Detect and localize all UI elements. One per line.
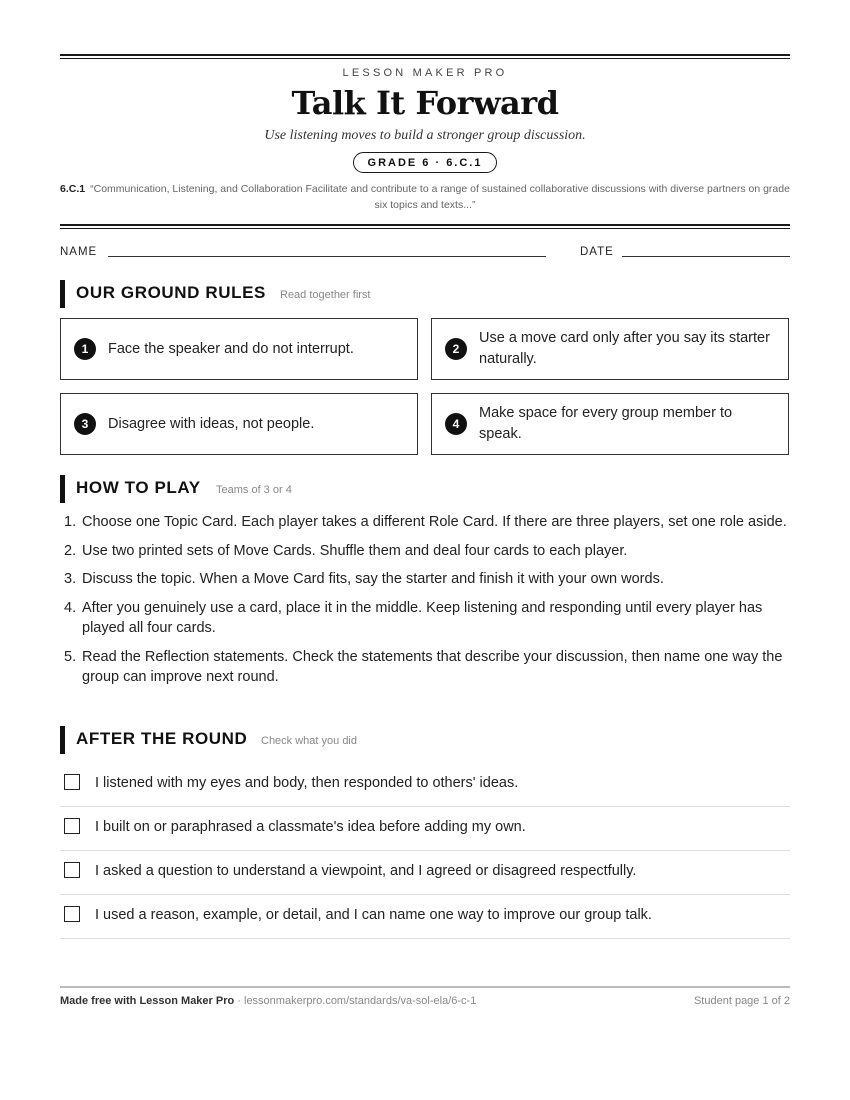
checkbox[interactable] [64, 818, 80, 834]
page-title: Talk It Forward [291, 84, 559, 122]
name-label: NAME [60, 246, 98, 258]
header-top-rule [60, 54, 790, 59]
name-field[interactable] [108, 256, 546, 257]
footer-rule [60, 986, 790, 988]
rule-text: Make space for every group member to speak. [479, 405, 733, 442]
footer-credit [60, 995, 476, 1007]
ground-rule-card [60, 318, 418, 380]
checkbox[interactable] [64, 862, 80, 878]
how-to-play-title: HOW TO PLAY [76, 478, 201, 497]
list-item: 4. After you genuinely use a card, place it in the middle. Keep listening and responding until every player has played all four cards. [64, 599, 763, 636]
footer-url[interactable]: lessonmakerpro.com/standards/va-sol-ela/6-c-1 [244, 995, 477, 1007]
checklist-text: I built on or paraphrased a classmate's idea before adding my own. [95, 819, 526, 835]
checklist-text: I asked a question to understand a viewpoint, and I agreed or disagreed respectfully. [95, 863, 637, 879]
checkbox[interactable] [64, 774, 80, 790]
reflection-checklist [60, 763, 790, 939]
how-to-play-subtitle: Teams of 3 or 4 [216, 484, 292, 496]
list-item: 1. Choose one Topic Card. Each player takes a different Role Card. If there are three players, set one role aside. [64, 514, 787, 530]
brand-name: LESSON MAKER PRO [342, 67, 508, 79]
section-accent-bar [60, 280, 65, 308]
ground-rules-title: OUR GROUND RULES [76, 283, 266, 302]
list-item: 3. Discuss the topic. When a Move Card fits, say the starter and finish it with your own words. [64, 571, 664, 587]
how-to-play-steps [60, 512, 790, 696]
section-accent-bar [60, 726, 65, 754]
page-subtitle: Use listening moves to build a stronger group discussion. [264, 128, 586, 143]
header-bottom-rule [60, 224, 790, 229]
footer-made-with: Made free with Lesson Maker Pro [60, 995, 235, 1007]
checklist-item [60, 763, 790, 807]
standard-code: 6.C.1 [60, 183, 86, 195]
after-round-title: AFTER THE ROUND [76, 729, 248, 748]
checklist-text: I used a reason, example, or detail, and I can name one way to improve our group talk. [95, 907, 652, 923]
checklist-item [60, 807, 790, 851]
ground-rule-card [431, 318, 789, 380]
date-label: DATE [580, 246, 614, 258]
name-date-row [60, 245, 790, 263]
footer-page-number: Student page 1 of 2 [693, 995, 790, 1007]
standard-text: “Communication, Listening, and Collaboration Facilitate and contribute to a range of sustained collaborative discussions with diverse partners on grade six topics and texts...” [90, 183, 790, 211]
ground-rule-card [60, 393, 418, 455]
rule-text: Disagree with ideas, not people. [108, 415, 315, 432]
footer-separator: · [234, 995, 244, 1007]
after-round-subtitle: Check what you did [261, 735, 357, 747]
list-item: 5. Read the Reflection statements. Check the statements that describe your discussion, then name one way the group can improve next round. [64, 648, 783, 685]
standard-description [60, 181, 790, 213]
grade-badge: GRADE 6 · 6.C.1 [353, 152, 498, 173]
checklist-item [60, 895, 790, 939]
rule-number-badge: 2 [445, 338, 467, 360]
checkbox[interactable] [64, 906, 80, 922]
date-field[interactable] [622, 256, 790, 257]
checklist-item [60, 851, 790, 895]
rule-number-badge: 3 [74, 413, 96, 435]
rule-number-badge: 1 [74, 338, 96, 360]
section-accent-bar [60, 475, 65, 503]
checklist-text: I listened with my eyes and body, then responded to others' ideas. [95, 775, 519, 791]
list-item: 2. Use two printed sets of Move Cards. Shuffle them and deal four cards to each player. [64, 542, 628, 559]
rule-text: Use a move card only after you say its starter naturally. [479, 330, 770, 367]
ground-rule-card [431, 393, 789, 455]
ground-rules-subtitle: Read together first [280, 289, 371, 301]
grade-badge-wrap [60, 152, 790, 173]
rule-text: Face the speaker and do not interrupt. [108, 340, 354, 357]
rule-number-badge: 4 [445, 413, 467, 435]
